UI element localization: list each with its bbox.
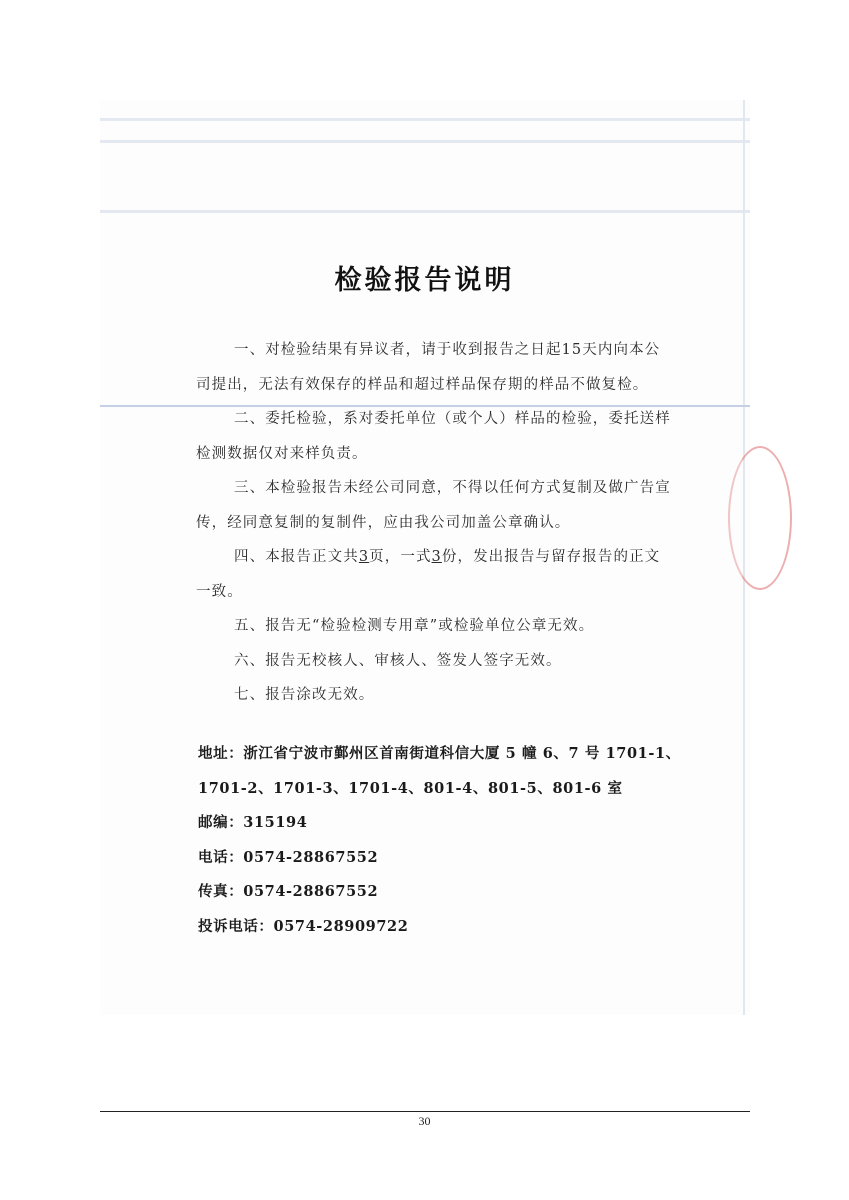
note-4-line-2: 一致。 (196, 583, 243, 600)
page-count: 3 (358, 549, 370, 565)
page-number: 30 (418, 1114, 431, 1128)
address-line-1: 地址：浙江省宁波市鄞州区首南街道科信大厦 5 幢 6、7 号 1701-1、 (198, 745, 681, 762)
note-2-line-1: 二、委托检验，系对委托单位（或个人）样品的检验，委托送样 (234, 411, 671, 427)
footer-divider (100, 1111, 750, 1112)
scan-artifact-band (100, 140, 750, 143)
note-4-line-1: 四、本报告正文共3页，一式3份，发出报告与留存报告的正文 (234, 549, 661, 565)
contact-info (198, 737, 718, 944)
seal-stamp-fragment (736, 470, 750, 560)
note-1-line-2: 司提出，无法有效保存的样品和超过样品保存期的样品不做复检。 (196, 376, 649, 393)
phone-number: 电话：0574-28867552 (198, 848, 379, 866)
report-notes (196, 333, 676, 713)
document-title: 检验报告说明 (334, 265, 515, 296)
note-1-line-1: 一、对检验结果有异议者，请于收到报告之日起15天内向本公 (234, 342, 661, 358)
note-3-line-2: 传，经同意复制的复制件，应由我公司加盖公章确认。 (196, 514, 571, 531)
address-line-2: 1701-2、1701-3、1701-4、801-4、801-5、801-6 室 (198, 779, 623, 797)
note-5: 五、报告无“检验检测专用章”或检验单位公章无效。 (234, 618, 595, 634)
copy-count: 3 (431, 549, 442, 565)
fax-number: 传真：0574-28867552 (198, 883, 379, 900)
scan-artifact-band (100, 210, 750, 213)
note-7: 七、报告涂改无效。 (234, 687, 375, 703)
note-3-line-1: 三、本检验报告未经公司同意，不得以任何方式复制及做广告宣 (234, 480, 671, 496)
objection-days: 15 (561, 342, 583, 358)
postcode: 邮编：315194 (198, 814, 308, 831)
scan-artifact-band (100, 118, 750, 121)
note-6: 六、报告无校核人、审核人、签发人签字无效。 (234, 652, 562, 669)
complaint-phone: 投诉电话：0574-28909722 (198, 917, 409, 935)
note-2-line-2: 检测数据仅对来样负责。 (196, 445, 368, 462)
